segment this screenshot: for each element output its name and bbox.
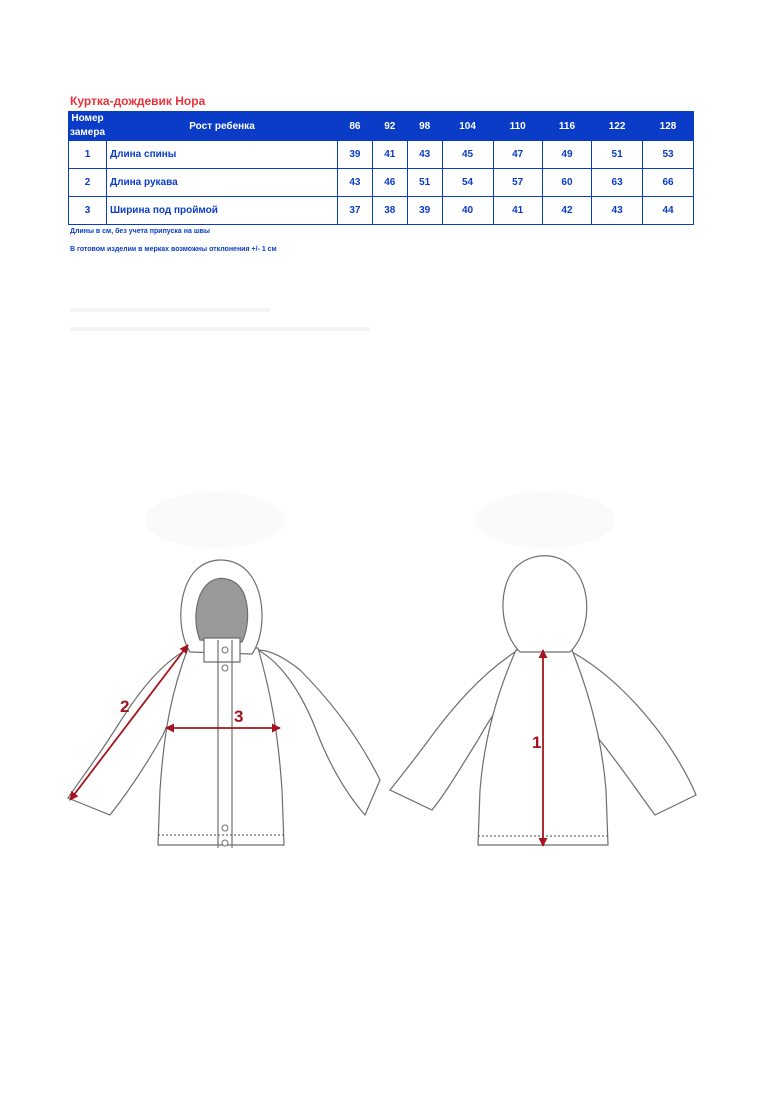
- faint-text-line: [70, 327, 370, 331]
- table-cell: 66: [643, 169, 694, 197]
- row-name: Ширина под проймой: [107, 197, 338, 225]
- front-hood-inner: [196, 578, 248, 642]
- table-cell: 41: [493, 197, 542, 225]
- table-cell: 38: [372, 197, 407, 225]
- label-back-length: 1: [532, 733, 542, 752]
- table-cell: 43: [338, 169, 373, 197]
- table-row: [69, 169, 694, 197]
- row-number: 3: [69, 197, 107, 225]
- tolerance-note: В готовом изделии в мерках возможны отклонения +/- 1 см: [70, 246, 277, 253]
- table-cell: 43: [592, 197, 643, 225]
- label-sleeve-length: 2: [120, 697, 130, 716]
- table-row: [69, 141, 694, 169]
- table-cell: 40: [442, 197, 493, 225]
- table-cell: 60: [542, 169, 591, 197]
- table-cell: 37: [338, 197, 373, 225]
- row-number: 2: [69, 169, 107, 197]
- row-number: 1: [69, 141, 107, 169]
- header-size: 104: [442, 112, 493, 141]
- table-cell: 49: [542, 141, 591, 169]
- jacket-diagram: [0, 480, 762, 880]
- table-cell: 47: [493, 141, 542, 169]
- jacket-front: [68, 560, 380, 848]
- faint-shadow: [145, 492, 285, 548]
- header-size: 92: [372, 112, 407, 141]
- header-number: Номер замера: [69, 112, 107, 141]
- table-cell: 39: [407, 197, 442, 225]
- header-height: Рост ребенка: [107, 112, 338, 141]
- size-table: [68, 111, 694, 225]
- header-size: 86: [338, 112, 373, 141]
- header-size: 116: [542, 112, 591, 141]
- back-hood: [503, 556, 587, 652]
- table-cell: 44: [643, 197, 694, 225]
- snap-button: [222, 647, 228, 653]
- table-cell: 57: [493, 169, 542, 197]
- snap-button: [222, 665, 228, 671]
- header-size: 110: [493, 112, 542, 141]
- snap-button: [222, 825, 228, 831]
- table-cell: 39: [338, 141, 373, 169]
- table-cell: 54: [442, 169, 493, 197]
- table-cell: 42: [542, 197, 591, 225]
- table-cell: 43: [407, 141, 442, 169]
- table-cell: 45: [442, 141, 493, 169]
- table-header-row: [69, 112, 694, 141]
- table-cell: 46: [372, 169, 407, 197]
- header-size: 128: [643, 112, 694, 141]
- units-note: Длины в см, без учета припуска на швы: [70, 228, 210, 235]
- snap-button: [222, 840, 228, 846]
- label-chest-width: 3: [234, 707, 244, 726]
- table-cell: 53: [643, 141, 694, 169]
- table-cell: 63: [592, 169, 643, 197]
- table-cell: 51: [592, 141, 643, 169]
- header-size: 122: [592, 112, 643, 141]
- header-size: 98: [407, 112, 442, 141]
- product-title: Куртка-дождевик Нора: [70, 94, 206, 108]
- table-cell: 41: [372, 141, 407, 169]
- table-row: [69, 197, 694, 225]
- row-name: Длина рукава: [107, 169, 338, 197]
- faint-shadow: [475, 492, 615, 548]
- row-name: Длина спины: [107, 141, 338, 169]
- table-cell: 51: [407, 169, 442, 197]
- faint-text-line: [70, 308, 270, 312]
